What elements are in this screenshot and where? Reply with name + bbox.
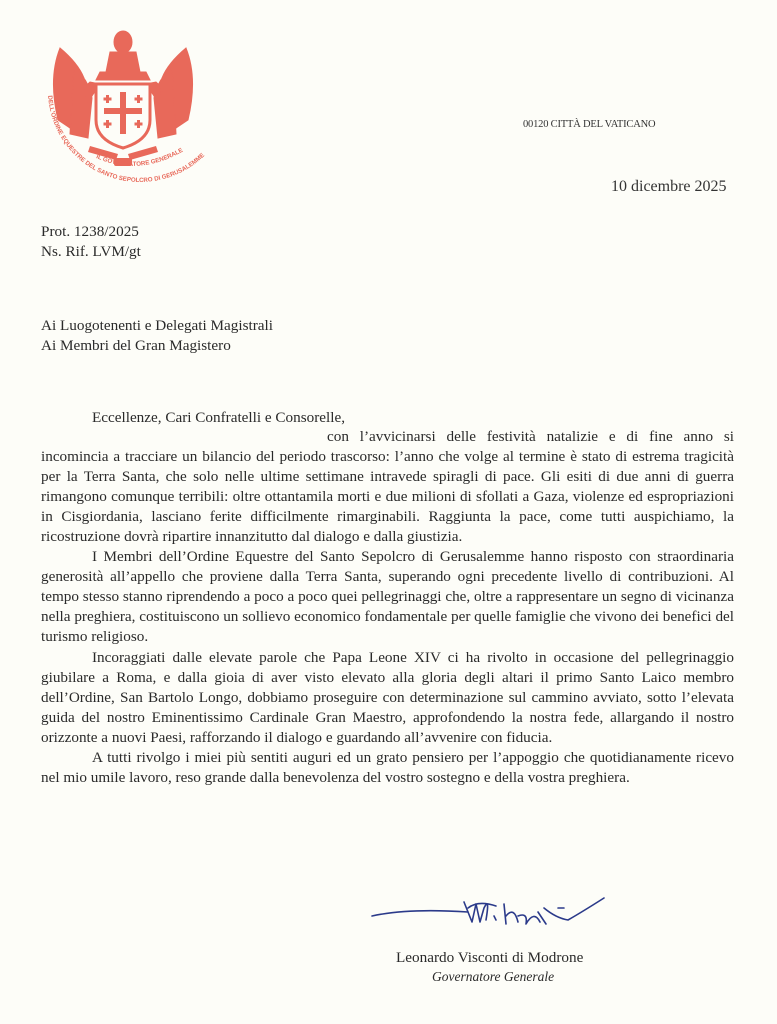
recipient-line: Ai Membri del Gran Magistero: [41, 337, 231, 354]
reference-block: [41, 222, 141, 262]
letter-date: 10 dicembre 2025: [611, 178, 727, 195]
seal-inner-text: IL GOVERNATORE GENERALE: [95, 146, 185, 168]
seal-outer-text: DELL'ORDINE EQUESTRE DEL SANTO SEPOLCRO DI GERUSALEMME: [46, 95, 206, 185]
signatory-title: Governatore Generale: [432, 969, 555, 984]
protocol-number: Prot. 1238/2025: [41, 223, 139, 240]
letter-body: [41, 427, 734, 788]
recipient-line: Ai Luogotenenti e Delegati Magistrali: [41, 317, 273, 334]
body-paragraph: A tutti rivolgo i miei più sentiti auguri ed un grato pensiero per l’appoggio che quotidianamente ricevo nel mio umile lavoro, reso grande dalla benevolenza del vostro sostegno e della vostra preghiera.: [41, 748, 734, 786]
recipients-block: [41, 316, 273, 356]
body-paragraph: I Membri dell’Ordine Equestre del Santo Sepolcro di Gerusalemme hanno risposto con straordinaria generosità all’appello che proviene dalla Terra Santa, superando ogni precedente livello di contribuzioni. Al tempo stesso stanno riprendendo a poco a poco quei pellegrinaggi che, oltre a rappresentare un segno di vicinanza nella preghiera, costituiscono un sollievo economico fondamentale per quelle famiglie che vivono dei benefici del turismo religioso.: [41, 548, 734, 646]
signature-scribble-icon: [368, 890, 618, 940]
body-paragraph: Incoraggiati dalle elevate parole che Papa Leone XIV ci ha rivolto in occasione del pellegrinaggio giubilare a Roma, e dalla gioia di aver visto elevato alla gloria degli altari il primo Santo Laico membro dell’Ordine, San Bartolo Longo, dobbiamo proseguire con determinazione sul cammino avviato, sotto l’elevata guida del nostro Eminentissimo Cardinale Gran Maestro, approfondendo la nostra fede, allargando il nostro orizzonte a nuovi Paesi, rafforzando il dialogo e guardando all’avvenire con fiducia.: [41, 648, 734, 746]
our-reference: Ns. Rif. LVM/gt: [41, 243, 141, 260]
handwritten-signature: [368, 890, 618, 940]
coat-of-arms-icon: [40, 28, 240, 203]
body-paragraph: con l’avvicinarsi delle festività natalizie e di fine anno si incomincia a tracciare un bilancio del periodo trascorso: l’anno che volge al termine è stato di estrema tragicità per la Terra Santa, che solo nelle ultime settimane intravede spiragli di pace. Gli esiti di due anni di guerra rimangono comunque terribili: oltre ottantamila morti e due milioni di sfollati a Gaza, violenze ed espropriazioni in Cisgiordania, lasciano ferite difficilmente rimarginabili. Raggiunta la pace, come tutti auspichiamo, la ricostruzione dovrà ripartire innanzitutto dal dialogo e dalla giustizia.: [41, 428, 734, 546]
letterhead-crest: [40, 28, 240, 203]
svg-text:IL GOVERNATORE GENERALE: [95, 147, 184, 168]
salutation: Eccellenze, Cari Confratelli e Consorelle,: [92, 409, 346, 426]
sender-address: 00120 CITTÀ DEL VATICANO: [523, 119, 656, 130]
signatory-name: Leonardo Visconti di Modrone: [396, 949, 584, 966]
